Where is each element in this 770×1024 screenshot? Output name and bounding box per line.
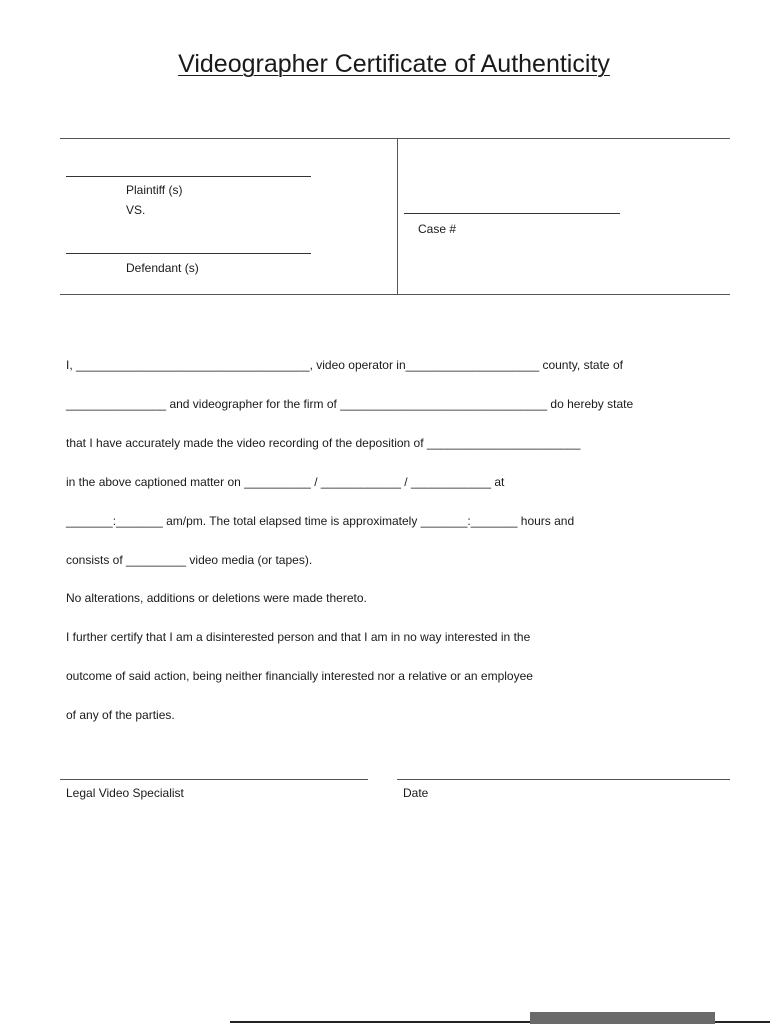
page-bottom-block xyxy=(530,1012,715,1024)
body-line-6: consists of _________ video media (or tapes). xyxy=(66,553,313,567)
case-label: Case # xyxy=(418,222,457,236)
vs-label: VS. xyxy=(126,203,146,217)
defendant-name-line[interactable] xyxy=(66,253,311,254)
date-signature-line[interactable] xyxy=(397,779,730,780)
plaintiff-label: Plaintiff (s) xyxy=(126,183,183,197)
document-title: Videographer Certificate of Authenticity xyxy=(178,50,610,78)
body-line-1: I, ___________________________________, video operator in____________________ county, state of xyxy=(66,358,623,372)
body-line-8: I further certify that I am a disinterested person and that I am in no way interested in the xyxy=(66,630,531,644)
body-line-7: No alterations, additions or deletions were made thereto. xyxy=(66,591,367,605)
body-line-10: of any of the parties. xyxy=(66,708,175,722)
body-line-5: _______:_______ am/pm. The total elapsed time is approximately _______:_______ hours and xyxy=(66,514,575,528)
date-label: Date xyxy=(403,786,429,800)
caption-divider xyxy=(397,138,398,294)
plaintiff-name-line[interactable] xyxy=(66,176,311,177)
specialist-label: Legal Video Specialist xyxy=(66,786,184,800)
body-line-9: outcome of said action, being neither financially interested nor a relative or an employee xyxy=(66,669,533,683)
caption-bottom-rule xyxy=(60,294,730,295)
body-line-4: in the above captioned matter on __________ / ____________ / ____________ at xyxy=(66,475,505,489)
defendant-label: Defendant (s) xyxy=(126,261,199,275)
body-line-3: that I have accurately made the video recording of the deposition of _______________________ xyxy=(66,436,581,450)
caption-top-rule xyxy=(60,138,730,139)
specialist-signature-line[interactable] xyxy=(60,779,368,780)
case-number-line[interactable] xyxy=(404,213,620,214)
body-line-2: _______________ and videographer for the firm of _______________________________ do hereby state xyxy=(66,397,634,411)
